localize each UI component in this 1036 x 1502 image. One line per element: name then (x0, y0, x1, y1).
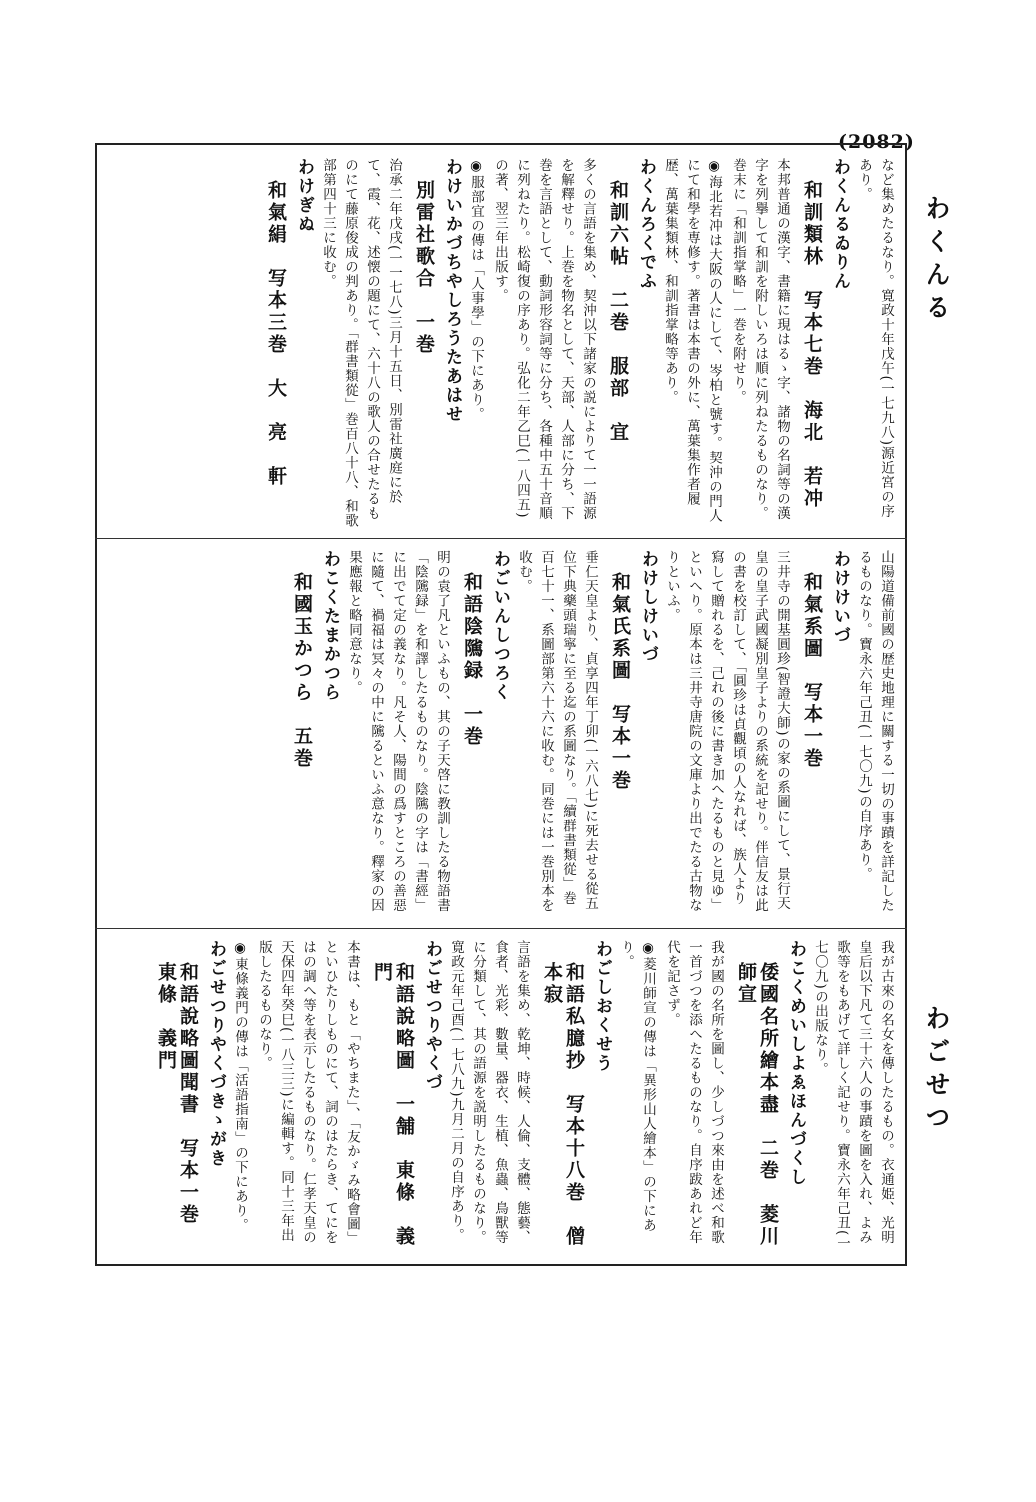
entry-title: 和氣系圖 写本一巻 (801, 572, 823, 770)
entry-text: ◉海北若冲は大阪の人にして、岑柏と號す。契沖の門人にて和學を専修す。著書は本書の外に、萬葉集作者履歴、萬葉集類林、和訓指掌略等あり。 (662, 158, 722, 523)
entry-title: 和國玉かつら 五巻 (291, 572, 313, 770)
top-tier-entries (107, 158, 897, 530)
entry-text: 言語を集め、乾坤、時候、人倫、支體、態藝、食者、光彩、數量、器衣、生植、魚蟲、鳥獸等に分類して、其の語源を説明したるものなり。寛政元年己酉(一七八九)九月二月の自序あり。 (448, 940, 530, 1245)
entry-title: 和語說略圖聞書 写本一巻 東條 義門 (155, 962, 199, 1248)
entry-title: 和訓類林 写本七巻 海北 若冲 (801, 180, 823, 510)
entry-text: 多くの言語を集め、契沖以下諸家の説によりて一一語源を解釋せり。上巻を物名として、天部、人部に分ち、下巻を言語として、動詞形容詞等に分ち、各種中五十音順に列ねたり。松崎復の序あり。弘化二年乙巳(一八四五)の著、翌三年出版す。 (492, 158, 596, 521)
middle-tier-entries (107, 550, 897, 920)
entry-heading: わごせつりやくづ (422, 940, 442, 1092)
entry-heading: わけけいづ (830, 550, 850, 645)
entry-heading: わけいかづちやしろうたあはせ (442, 158, 462, 424)
section-head-top: わくんる (922, 195, 951, 327)
entry-text: 垂仁天皇より、貞享四年丁卯(一六八七)に死去せる從五位下典藥頭瑞寧に至る迄の系圖なり。「續群書類從」巻百七十一、系圖部第六十六に收む。同巻には一巻別本を收む。 (516, 550, 598, 913)
entry-text: ◉服部宜の傳は「人事學」の下にあり。 (468, 158, 484, 422)
section-head-bottom: わごせつ (922, 1005, 951, 1137)
entry-heading: わけしけいづ (638, 550, 658, 664)
entry-title: 和語私臆抄 写本十八巻 僧 本寂 (541, 962, 585, 1270)
entry-text: 我が國の名所を圖し、少しづつ來由を述べ和歌一首づつを添へたるものなり。自序跋あれど年代を記さず。 (664, 940, 724, 1245)
entry-text: 本書は、もと「やちまた」、「友かゞみ略會圖」といひたりしものにて、詞のはたらき、てにをはの調へ等を表示したるものなり。仁孝天皇の天保四年癸巳(一八三三)に編輯す。同十三年出版したるものなり。 (256, 940, 360, 1246)
entry-title: 和氣絹 写本三巻 大 亮 軒 (265, 180, 287, 488)
entry-title: 和氣氏系圖 写本一巻 (609, 572, 631, 792)
tier-divider-upper (95, 538, 907, 539)
entry-title: 和語陰隲録 一巻 (461, 572, 483, 748)
entry-title: 別雷社歌合 一巻 (413, 180, 435, 356)
entry-text: 三井寺の開基圓珍(智證大師)の家の系圖にして、景行天皇の皇子武國凝別皇子よりの系統を記せり。伴信友は此の書を校訂して、「圓珍は貞觀頃の人なれば、族人より寫して贈れるを、己れの後に書き加へたるものと見ゆ」といへり。原本は三井寺唐院の文庫より出でたる古物なりといふ。 (664, 550, 790, 913)
entry-text: 我が古來の名女を傳したるもの。衣通姫、光明皇后以下凡て三十六人の事蹟を圖を入れ、よみ歌等をもあげて詳しく記せり。寶永六年己丑(一七〇九)の出版なり。 (812, 940, 894, 1251)
entry-title: 和訓六帖 二巻 服部 宜 (607, 180, 629, 444)
entry-heading: わこくめいしよゑほんづくし (786, 940, 806, 1187)
entry-heading: わこくたまかつら (320, 550, 340, 702)
entry-title: 倭國名所繪本盡 二巻 菱川 師宣 (735, 962, 779, 1270)
entry-text: ◉菱川師宣の傳は「異形山人繪本」の下にあり。 (618, 940, 656, 1233)
entry-text: など集めたるなり。寛政十年戊午(一七九八)源近宮の序あり。 (856, 158, 894, 519)
entry-heading: わごせつりやくづきゝがき (206, 940, 226, 1168)
entry-heading: わけぎぬ (294, 158, 314, 234)
entry-heading: わごいんしつろく (490, 550, 510, 702)
entry-text: 本邦普通の漢字、書籍に現はるゝ字、諸物の名詞等の漢字を列擧して和訓を附しいろは順に列ねたるものなり。巻末に「和訓指掌略」一巻を附せり。 (730, 158, 790, 521)
entry-heading: わくんるゐりん (830, 158, 850, 291)
entry-text: ◉東條義門の傳は「活語指南」の下にあり。 (232, 940, 248, 1233)
bottom-tier-entries (107, 940, 897, 1270)
entry-text: 治承二年戊戌(一一七八)三月十五日、別雷社廣庭に於て、霞、花、述懐の題にて、六十八の歌人の合せたるものにて藤原俊成の判あり。「群書類從」巻百八十八、和歌部第四十三に收む。 (320, 158, 402, 529)
entry-title: 和語說略圖 一舗 東條 義門 (371, 962, 415, 1248)
tier-divider-lower (95, 928, 907, 929)
page-number: (2082) (838, 131, 915, 153)
entry-heading: わごしおくせう (592, 940, 612, 1073)
entry-heading: わくんろくでふ (636, 158, 656, 291)
entry-text: 山陽道備前國の歴史地理に關する一切の事蹟を詳記したるものなり。寶永六年己丑(一七〇九)の自序あり。 (856, 550, 894, 913)
entry-text: 明の袁了凡といふもの、其の子天啓に教訓したる物語書「陰隲録」を和譯したるものなり。陰隲の字は「書經」に出でて定の義なり。凡そ人、陽間の爲すところの善惡に隨て、禍福は冥々の中に隲るといふ意なり。釋家の因果應報と略同意なり。 (346, 550, 450, 913)
